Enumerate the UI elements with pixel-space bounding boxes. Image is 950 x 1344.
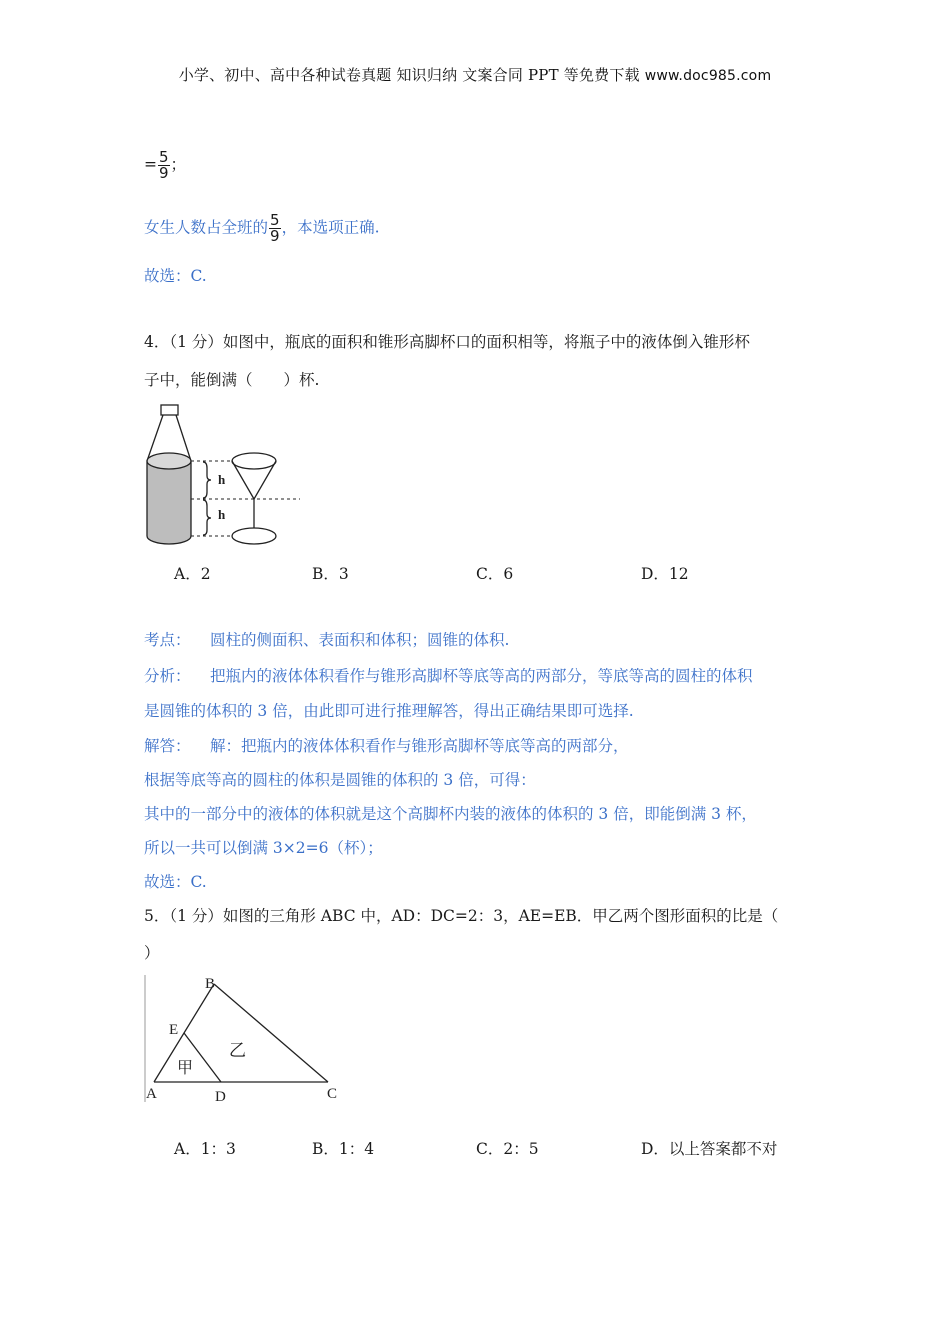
brace-bottom [203, 500, 211, 535]
label-h-bottom: h [218, 507, 226, 522]
bottle-liquid [147, 461, 191, 544]
q5-option-c: C．2：5 [476, 1140, 539, 1158]
side-bc [214, 984, 328, 1082]
q4-jieda [144, 735, 629, 757]
prev-conclusion: 故选：C. [144, 267, 207, 285]
q4-jieda-line3: 其中的一部分中的液体的体积就是这个高脚杯内装的液体的体积的 3 倍，即能倒满 3 杯， [144, 805, 757, 823]
q4-option-c: C．6 [476, 565, 514, 583]
q5-option-b: B．1：4 [312, 1140, 375, 1158]
frac-num: 5 [270, 211, 280, 229]
q4-stem-line2: 子中，能倒满（ ）杯. [144, 371, 320, 389]
fenxi-line1: 把瓶内的液体体积看作与锥形高脚杯等底等高的两部分，等底等高的圆柱的体积 [210, 667, 753, 685]
q4-conclusion: 故选：C. [144, 873, 207, 891]
brace-top [203, 462, 211, 498]
region-jia-label: 甲 [177, 1060, 194, 1077]
header-text: 小学、初中、高中各种试卷真题 知识归纳 文案合同 PPT 等免费下载 [178, 66, 640, 84]
q4-option-a: A．2 [174, 565, 211, 583]
q5-stem-line1: 5．（1 分）如图的三角形 ABC 中，AD：DC=2：3，AE=EB．甲乙两个图形面积的比是（ [144, 907, 779, 925]
frac-den: 9 [270, 227, 280, 245]
q5-stem-line2: ） [144, 944, 160, 962]
prev-equation [144, 150, 186, 181]
vertex-d-label: D [215, 1089, 226, 1105]
label-h-top: h [218, 472, 226, 487]
jieda-line1: 解：把瓶内的液体体积看作与锥形高脚杯等底等高的两部分， [210, 737, 629, 755]
goblet-base [232, 528, 276, 544]
prev-line2-before: 女生人数占全班的 [144, 218, 269, 237]
q4-fenxi [144, 665, 753, 687]
fenxi-label: 分析： [144, 667, 191, 685]
q5-option-d: D．以上答案都不对 [641, 1140, 778, 1158]
q4-figure [140, 398, 310, 553]
q5-option-a: A．1：3 [174, 1140, 236, 1158]
q4-jieda-line4: 所以一共可以倒满 3×2=6（杯）； [144, 839, 383, 857]
q4-jieda-line2: 根据等底等高的圆柱的体积是圆锥的体积的 3 倍，可得： [144, 771, 536, 789]
prev-statement [144, 213, 380, 244]
q5-figure [140, 970, 355, 1110]
fraction-five-ninths-inline [269, 213, 281, 244]
prev-line2-after: ，本选项正确. [281, 218, 380, 237]
eq-suffix: ； [170, 155, 187, 174]
vertex-b-label: B [205, 976, 216, 992]
kaodian-text: 圆柱的侧面积、表面积和体积；圆锥的体积. [210, 631, 510, 649]
vertex-e-label: E [169, 1022, 179, 1038]
jieda-label: 解答： [144, 737, 191, 755]
q4-option-d: D．12 [641, 565, 689, 583]
region-yi-label: 乙 [229, 1041, 246, 1060]
frac-den: 9 [159, 164, 169, 182]
liquid-surface [147, 453, 191, 469]
vertex-c-label: C [327, 1086, 338, 1102]
q4-kaodian [144, 629, 509, 651]
bottle-cap [161, 405, 178, 415]
goblet-rim [232, 453, 276, 469]
header-url[interactable]: www.doc985.com [644, 68, 772, 84]
frac-num: 5 [159, 148, 169, 166]
fraction-five-ninths [158, 150, 170, 181]
q4-stem-line1: 4．（1 分）如图中，瓶底的面积和锥形高脚杯口的面积相等，将瓶子中的液体倒入锥形杯 [144, 333, 750, 351]
vertex-a-label: A [146, 1086, 157, 1102]
page-header [0, 64, 950, 85]
kaodian-label: 考点： [144, 631, 191, 649]
q4-fenxi-line2: 是圆锥的体积的 3 倍，由此即可进行推理解答，得出正确结果即可选择. [144, 702, 634, 720]
q4-option-b: B．3 [312, 565, 349, 583]
eq-prefix: = [144, 155, 157, 174]
